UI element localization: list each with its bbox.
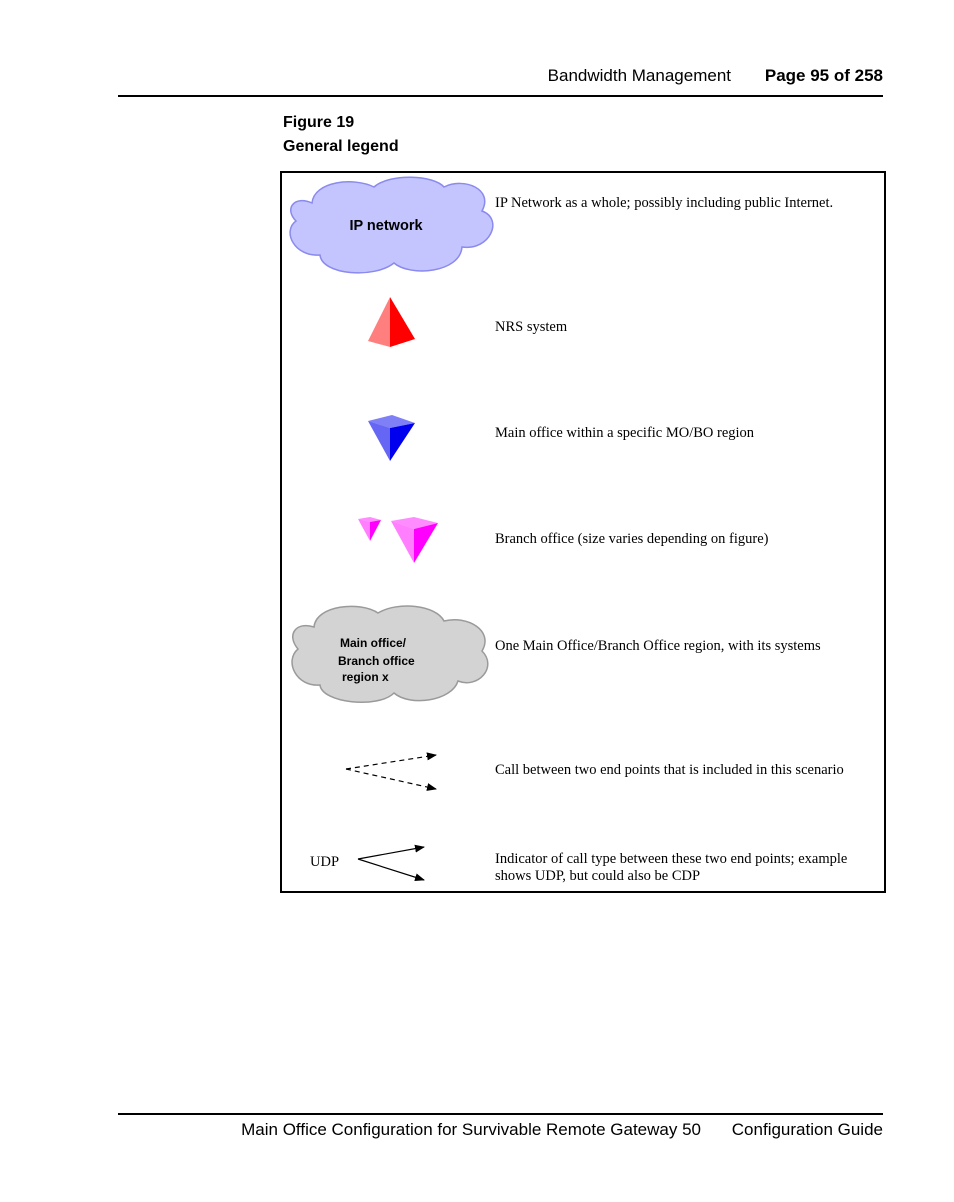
ip-network-description: IP Network as a whole; possibly including public Internet. <box>495 195 834 211</box>
region-label-line: Main office/ <box>340 636 407 650</box>
ip-network-cloud-icon <box>290 177 493 273</box>
footer-document-title: Main Office Configuration for Survivable Remote Gateway 50 <box>241 1120 701 1139</box>
region-label-line: Branch office <box>338 654 415 668</box>
figure-number: Figure 19 <box>283 114 355 131</box>
region-label-line: region x <box>342 670 389 684</box>
page-header <box>118 64 883 88</box>
header-section-title: Bandwidth Management <box>547 66 731 85</box>
region-description: One Main Office/Branch Office region, with its systems <box>495 638 821 654</box>
call-type-arrows-icon <box>310 847 424 880</box>
page-footer <box>118 1118 883 1142</box>
region-cloud-icon <box>292 606 488 702</box>
main-office-description: Main office within a specific MO/BO region <box>495 425 755 441</box>
figure-title: General legend <box>283 138 399 155</box>
main-office-icon <box>368 415 415 461</box>
nrs-system-icon <box>368 297 415 347</box>
call-description: Call between two end points that is included in this scenario <box>495 762 844 778</box>
footer-guide-name: Configuration Guide <box>731 1120 883 1139</box>
call-type-description-line: shows UDP, but could also be CDP <box>495 868 701 884</box>
branch-office-small-icon <box>358 517 381 541</box>
nrs-system-description: NRS system <box>495 319 568 335</box>
ip-network-label: IP network <box>349 218 423 234</box>
legend-box <box>280 171 886 893</box>
branch-office-large-icon <box>391 517 438 563</box>
call-arrows-icon <box>346 755 436 789</box>
call-type-label: UDP <box>310 854 340 870</box>
call-type-description <box>495 851 847 885</box>
branch-office-description: Branch office (size varies depending on figure) <box>495 531 769 547</box>
call-type-description-line: Indicator of call type between these two end points; example <box>495 851 848 867</box>
header-rule <box>118 95 883 97</box>
header-page-number: Page 95 of 258 <box>764 66 883 85</box>
footer-rule <box>118 1113 883 1115</box>
